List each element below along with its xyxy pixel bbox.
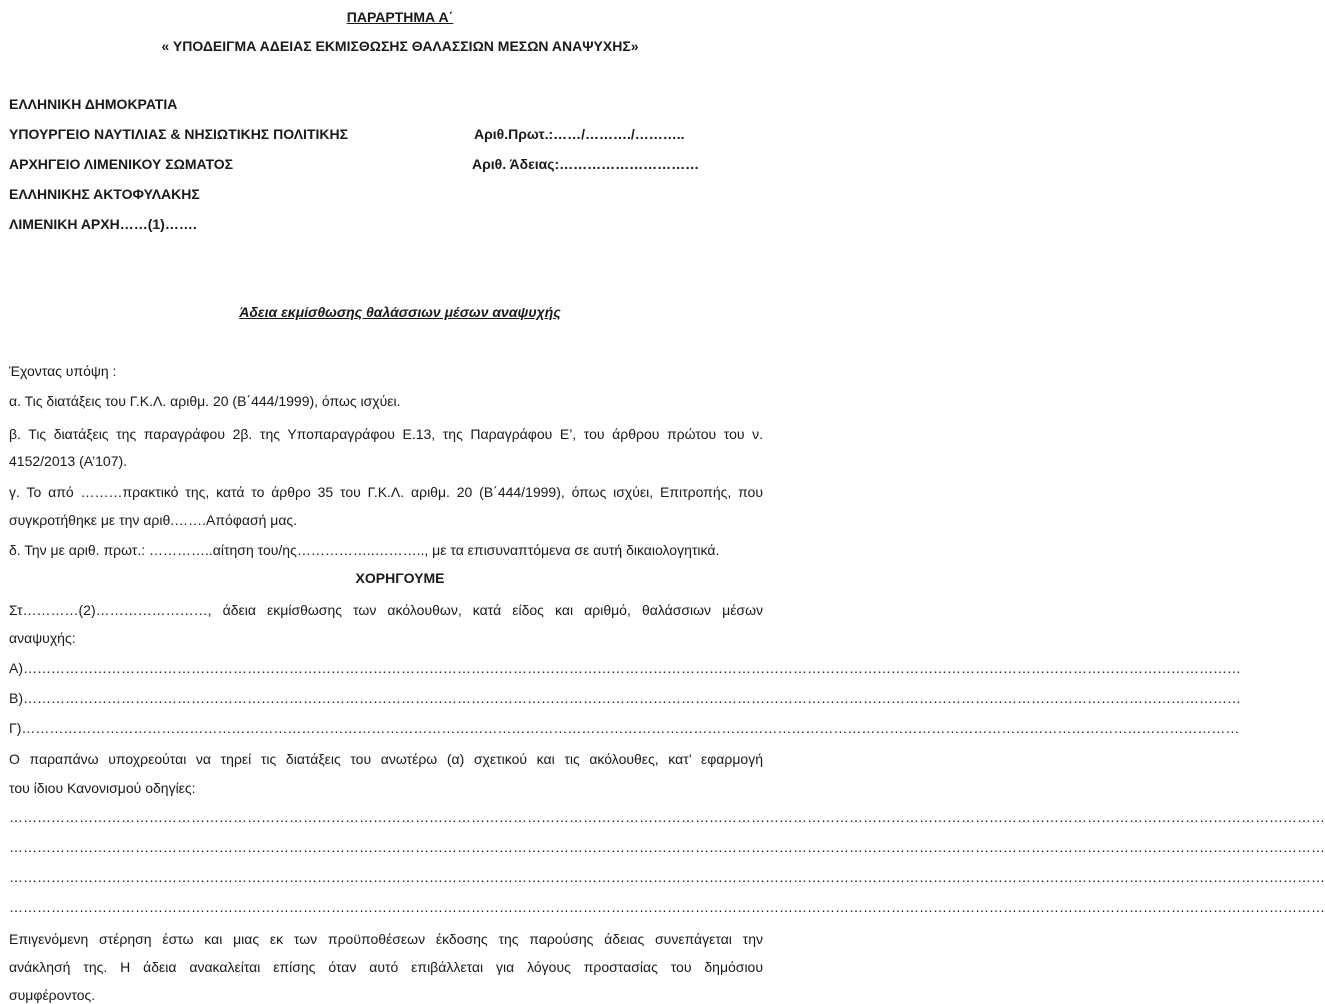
grant-heading: ΧΟΡΗΓΟΥΜΕ xyxy=(355,570,445,586)
obligation-blank-line: ………………………………………………………………………………………………………………………………………………………………………………………………………………………………………………………… xyxy=(9,839,1325,855)
vessel-entry-g: Γ)……………………………………………………………………………………………………………………………………………………………………………………………………………………………………… xyxy=(9,720,1240,736)
considering-item-g-line2: συγκροτήθηκε με την αριθ.…….Απόφασή μας. xyxy=(9,512,298,528)
authority-line-2: ΥΠΟΥΡΓΕΙΟ ΝΑΥΤΙΛΙΑΣ & ΝΗΣΙΩΤΙΚΗΣ ΠΟΛΙΤΙΚΗΣ xyxy=(9,126,349,142)
grant-line-1: Στ…………(2)……………………, άδεια εκμίσθωσης των ακόλουθων, κατά είδος και αριθμό, θαλάσσιων μέσων xyxy=(9,602,763,618)
obligation-blank-line: ………………………………………………………………………………………………………………………………………………………………………………………………………………………………………………………… xyxy=(9,869,1325,885)
obligations-line-1: Ο παραπάνω υποχρεούται να τηρεί τις διατάξεις του ανωτέρω (α) σχετικού και τις ακόλουθες, κατ’ εφαρμογή xyxy=(9,751,763,767)
annex-subtitle: « ΥΠΟΔΕΙΓΜΑ ΑΔΕΙΑΣ ΕΚΜΙΣΘΩΣΗΣ ΘΑΛΑΣΣΙΩΝ ΜΕΣΩΝ ΑΝΑΨΥΧΗΣ» xyxy=(161,38,639,54)
document-title: Άδεια εκμίσθωσης θαλάσσιων μέσων αναψυχής xyxy=(239,304,561,320)
obligation-blank-line: ………………………………………………………………………………………………………………………………………………………………………………………………………………………………………………………… xyxy=(9,899,1325,915)
authority-line-4: ΕΛΛΗΝΙΚΗΣ ΑΚΤΟΦΥΛΑΚΗΣ xyxy=(9,186,200,202)
considering-item-a: α. Τις διατάξεις του Γ.Κ.Λ. αριθμ. 20 (Β΄444/1999), όπως ισχύει. xyxy=(9,393,401,409)
authority-line-1: ΕΛΛΗΝΙΚΗ ΔΗΜΟΚΡΑΤΙΑ xyxy=(9,96,178,112)
obligation-blank-line: ………………………………………………………………………………………………………………………………………………………………………………………………………………………………………………………… xyxy=(9,809,1325,825)
authority-line-5: ΛΙΜΕΝΙΚΗ ΑΡΧΗ……(1)……. xyxy=(9,216,197,232)
authority-line-3: ΑΡΧΗΓΕΙΟ ΛΙΜΕΝΙΚΟΥ ΣΩΜΑΤΟΣ xyxy=(9,156,234,172)
grant-line-2: αναψυχής: xyxy=(9,630,76,646)
considering-item-g-line1: γ. Το από ………πρακτικό της, κατά το άρθρο 35 του Γ.Κ.Λ. αριθμ. 20 (Β΄444/1999), όπως ισχύει, Επιτροπής, που xyxy=(9,484,763,500)
annex-title: ΠΑΡΑΡΤΗΜΑ Α΄ xyxy=(346,9,454,25)
license-number: Αριθ. Άδειας:………………………… xyxy=(472,156,700,172)
revocation-line-3: συμφέροντος. xyxy=(9,987,96,1003)
considering-item-d: δ. Την με αριθ. πρωτ.: …………..αίτηση του/ης……………..……….., με τα επισυναπτόμενα σε αυτή δικαιολογητικά. xyxy=(9,542,720,558)
revocation-line-2: ανάκλησή της. Η άδεια ανακαλείται επίσης όταν αυτό επιβάλλεται για λόγους προστασίας του δημόσιου xyxy=(9,959,763,975)
obligations-line-2: του ίδιου Κανονισμού οδηγίες: xyxy=(9,780,196,796)
vessel-entry-a: Α)……………………………………………………………………………………………………………………………………………………………………………………………………………………………………… xyxy=(9,660,1241,676)
considering-item-b-line1: β. Τις διατάξεις της παραγράφου 2β. της Υποπαραγράφου Ε.13, της Παραγράφου Ε’, του άρθρου πρώτου του ν. xyxy=(9,426,763,442)
considering-item-b-line2: 4152/2013 (Α’107). xyxy=(9,453,128,469)
vessel-entry-b: Β)……………………………………………………………………………………………………………………………………………………………………………………………………………………………………… xyxy=(9,690,1241,706)
protocol-number: Αριθ.Πρωτ.:……/………./……….. xyxy=(474,126,685,142)
considering-intro: Έχοντας υπόψη : xyxy=(9,363,117,379)
revocation-line-1: Επιγενόμενη στέρηση έστω και μιας εκ των προϋποθέσεων έκδοσης της παρούσης άδειας συνεπάγεται την xyxy=(9,931,763,947)
